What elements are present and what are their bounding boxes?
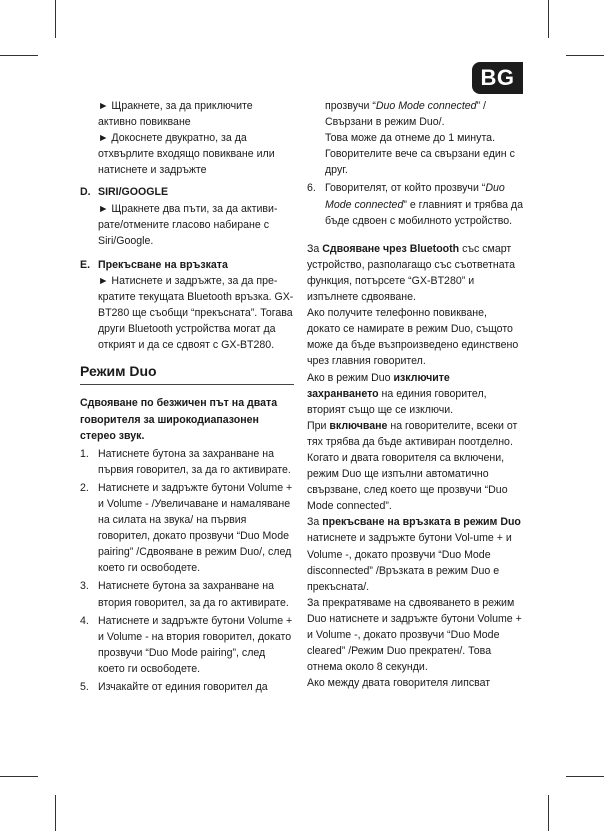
paragraph-clear-duo: За прекратяваме на сдвояването в режим Duo натиснете и задръжте бутони Volume + и Volume -, докато прозвучи “Duo Mode cleared” /Режим Duo прекратен/. Това отнема около 8 секунди.: [307, 596, 522, 674]
section-title: Режим Duo: [80, 363, 157, 380]
text-run: на говорителите, всеки от тях трябва да бъде активиран поотделно.: [307, 419, 518, 448]
step-number: 3.: [80, 580, 89, 593]
paragraph-auto-connect: Когато и двата говорителя са включени, режим Duo ще изпълни автоматично свързване, след което ще прозвучи “Duo Mode connected”.: [307, 451, 508, 513]
text-run: За: [307, 242, 323, 255]
pairing-steps: [80, 446, 294, 695]
list-item: [80, 446, 294, 478]
paragraph-bluetooth-pairing: [307, 241, 523, 305]
item-letter: E.: [80, 258, 91, 271]
item-heading: SIRI/GOOGLE: [98, 186, 169, 199]
crop-mark: [548, 0, 549, 38]
item-siri-google: [80, 184, 294, 248]
text-run: натиснете и задръжте бутони Vol-ume + и Volume -, докато прозвучи “Duo Mode disconnected” /Връзката в режим Duo е прекъсната/.: [307, 532, 512, 593]
item-text: ► Натиснете и задръжте, за да пре-кратите текущата Bluetooth връзка. GX-BT280 ще съобщи “прекъсната”. Тогава други Bluetooth устройства могат да открият и да се сдвоят с GX-BT280.: [98, 274, 294, 352]
left-column: [80, 98, 294, 695]
step-number: 2.: [80, 481, 89, 494]
paragraph-power-on: [307, 418, 523, 450]
step-text: Натиснете и задръжте бутони Volume + и Volume - на втория говорител, докато прозвучи “Duo Mode pairing”, след което ги освободете.: [98, 614, 293, 675]
language-tab: BG: [472, 62, 523, 94]
text-run: За: [307, 516, 323, 529]
paragraph-no-connection: Ако между двата говорителя липсват: [307, 677, 491, 690]
text-run: прозвучи “: [325, 100, 376, 112]
list-item: [80, 480, 294, 577]
pairing-steps-continued: [307, 180, 523, 228]
paragraph-disconnect-duo: [307, 514, 523, 594]
instruction-end-call: ► Щракнете, за да приключите активно повикване: [98, 100, 253, 129]
list-item: [80, 679, 294, 695]
section-intro: Сдвояване по безжичен път на двата говорителя за широкодиапазонен стерео звук.: [80, 397, 278, 442]
step-text: Натиснете бутона за захранване на първия говорител, за да го активирате.: [98, 447, 291, 476]
paragraph-power-off: [307, 370, 523, 418]
step-text: Изчакайте от единия говорител да: [98, 681, 268, 693]
instruction-reject-call: ► Докоснете двукратно, за да отхвърлите входящо повикване или натиснете и задръжте: [98, 132, 275, 177]
crop-mark: [566, 55, 604, 56]
item-heading: Прекъсване на връзката: [98, 258, 228, 271]
text-run: на единия говорител, вторият също ще се изключи.: [307, 387, 487, 416]
step-text: Натиснете и задръжте бутони Volume + и Volume - /Увеличаване и намаляване на силата на звука/ на първия говорител, докато прозвучи “Duo Mode pairing” /Сдвояване в режим Duo/, след което ги освободете.: [98, 481, 293, 575]
item-letter: D.: [80, 186, 91, 199]
text-run-bold: изключите захранването: [307, 371, 450, 400]
item-text: ► Щракнете два пъти, за да активи-рате/отмените гласово набиране с Siri/Google.: [98, 202, 278, 247]
step-text: [325, 180, 523, 228]
text-run: ” е главният и трябва да бъде сдвоен с мобилното устройство.: [325, 198, 523, 227]
step-number: 6.: [307, 182, 316, 195]
crop-mark: [566, 776, 604, 777]
text-run-bold: Сдвояване чрез Bluetooth: [322, 242, 460, 255]
list-item: [80, 613, 294, 677]
text-run: Ако в режим Duo: [307, 371, 394, 384]
text-run: Говорителят, от който прозвучи “: [325, 182, 486, 195]
list-item: [307, 180, 523, 228]
right-column: [307, 98, 523, 691]
step-text: Натиснете бутона за захранване на втория говорител, за да го активирате.: [98, 580, 289, 609]
crop-mark: [548, 795, 549, 831]
text-run-italic: Duo Mode connected: [325, 182, 505, 211]
step-number: 1.: [80, 447, 89, 460]
crop-mark: [55, 0, 56, 38]
text-run: ” / Свързани в режим Duo/.: [325, 100, 486, 129]
section-divider: [80, 384, 294, 385]
step-5-continuation: [307, 98, 523, 130]
crop-mark: [0, 776, 38, 777]
text-run: със смарт устройство, разполагащо със съответната функция, потърсете “GX-BT280” и изпълнете сдвояване.: [307, 242, 516, 304]
crop-mark: [55, 795, 56, 831]
crop-mark: [0, 55, 38, 56]
step-number: 5.: [80, 681, 89, 693]
text-run: При: [307, 419, 330, 432]
step-5-note: Това може да отнеме до 1 минута. Говорителите вече са свързани един с друг.: [325, 132, 515, 177]
paragraph-phone-call: Ако получите телефонно повикване, докато се намирате в режим Duo, същото може да бъде възпроизведено единствено чрез главния говорител.: [307, 307, 519, 368]
step-number: 4.: [80, 614, 89, 627]
text-run-italic: Duo Mode connected: [375, 100, 477, 112]
item-disconnect: [80, 257, 294, 354]
list-item: [80, 578, 294, 610]
text-run-bold: включване: [329, 419, 388, 432]
text-run-bold: прекъсване на връзката в режим Duo: [322, 516, 521, 529]
